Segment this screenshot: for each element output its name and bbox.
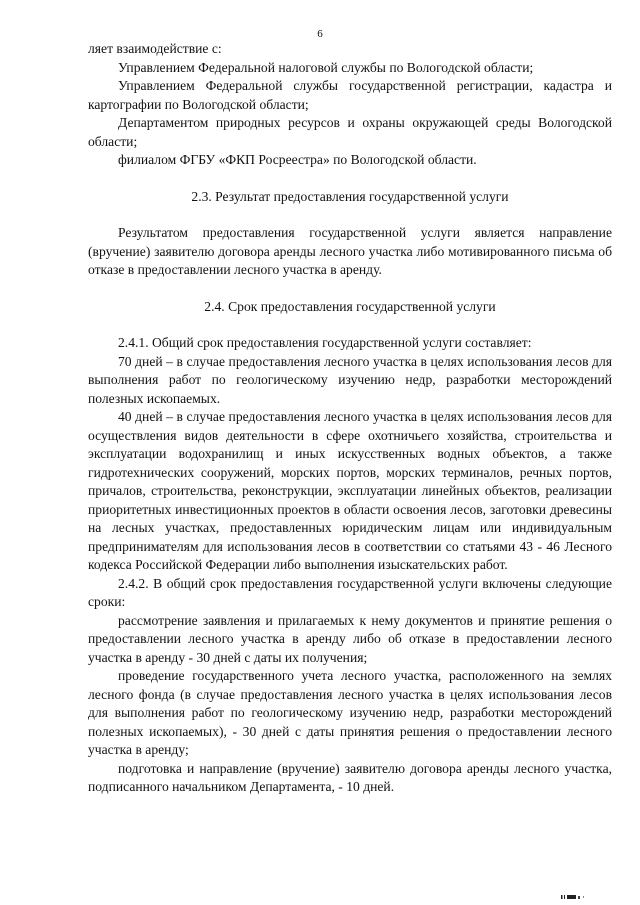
page-body [88,40,612,797]
term-item: рассмотрение заявления и прилагаемых к нему документов и принятие решения о предоставлении лесного участка в аренду либо об отказе в предоставлении лесного участка в аренду - 30 дней с даты их получения; [88,612,612,665]
term-item: подготовка и направление (вручение) заявителю договора аренды лесного участка, подписанного начальником Департамента, - 10 дней. [88,760,612,794]
paragraph-2-4-1: 2.4.1. Общий срок предоставления государственной услуги составляет: [118,335,532,350]
list-item: Департаментом природных ресурсов и охраны окружающей среды Вологодской области; [88,115,612,149]
term-40-days: 40 дней – в случае предоставления лесного участка в целях использования лесов для осуществления видов деятельности в сфере охотничьего хозяйства, строительства и эксплуатации водохранилищ и иных искусственных водных объектов, а также гидротехнических сооружений, морских портов, морских терминалов, речных портов, причалов, строительства, реконструкции, эксплуатации линейных объектов, реализации приоритетных инвестиционных проектов в области освоения лесов, заготовки древесины на лесных участках, предоставленных юридическим лицам или индивидуальным предпринимателям для использования лесов в соответствии со статьями 43 - 46 Лесного кодекса Российской Федерации либо выполнения изыскательских работ. [88,409,612,572]
paragraph-2-4-2: 2.4.2. В общий срок предоставления государственной услуги включены следующие сроки: [88,575,612,609]
scan-mark [561,894,589,900]
term-item: проведение государственного учета лесного участка, расположенного на землях лесного фонда (в случае предоставления лесного участка в целях использования лесов для выполнения работ по геологическому изучению недр, разработки месторождений полезных ископаемых), - 30 дней с даты принятия решения о предоставлении лесного участка в аренду; [88,668,612,757]
list-item: филиалом ФГБУ «ФКП Росреестра» по Вологодской области. [118,152,477,167]
list-item: Управлением Федеральной службы государственной регистрации, кадастра и картографии по Вологодской области; [88,78,612,112]
section-2-3-text: Результатом предоставления государственной услуги является направление (вручение) заявителю договора аренды лесного участка либо мотивированного письма об отказе в предоставлении лесного участка в аренду. [88,225,612,277]
list-item: Управлением Федеральной налоговой службы по Вологодской области; [118,59,534,75]
intro-tail: ляет взаимодействие с: [88,41,222,56]
term-70-days: 70 дней – в случае предоставления лесного участка в целях использования лесов для выполнения работ по геологическому изучению недр, разработки месторождений полезных ископаемых. [88,353,612,406]
section-heading-2-3: 2.3. Результат предоставления государственной услуги [191,188,509,204]
page-number: 6 [317,28,323,40]
section-heading-2-4: 2.4. Срок предоставления государственной услуги [204,298,496,314]
